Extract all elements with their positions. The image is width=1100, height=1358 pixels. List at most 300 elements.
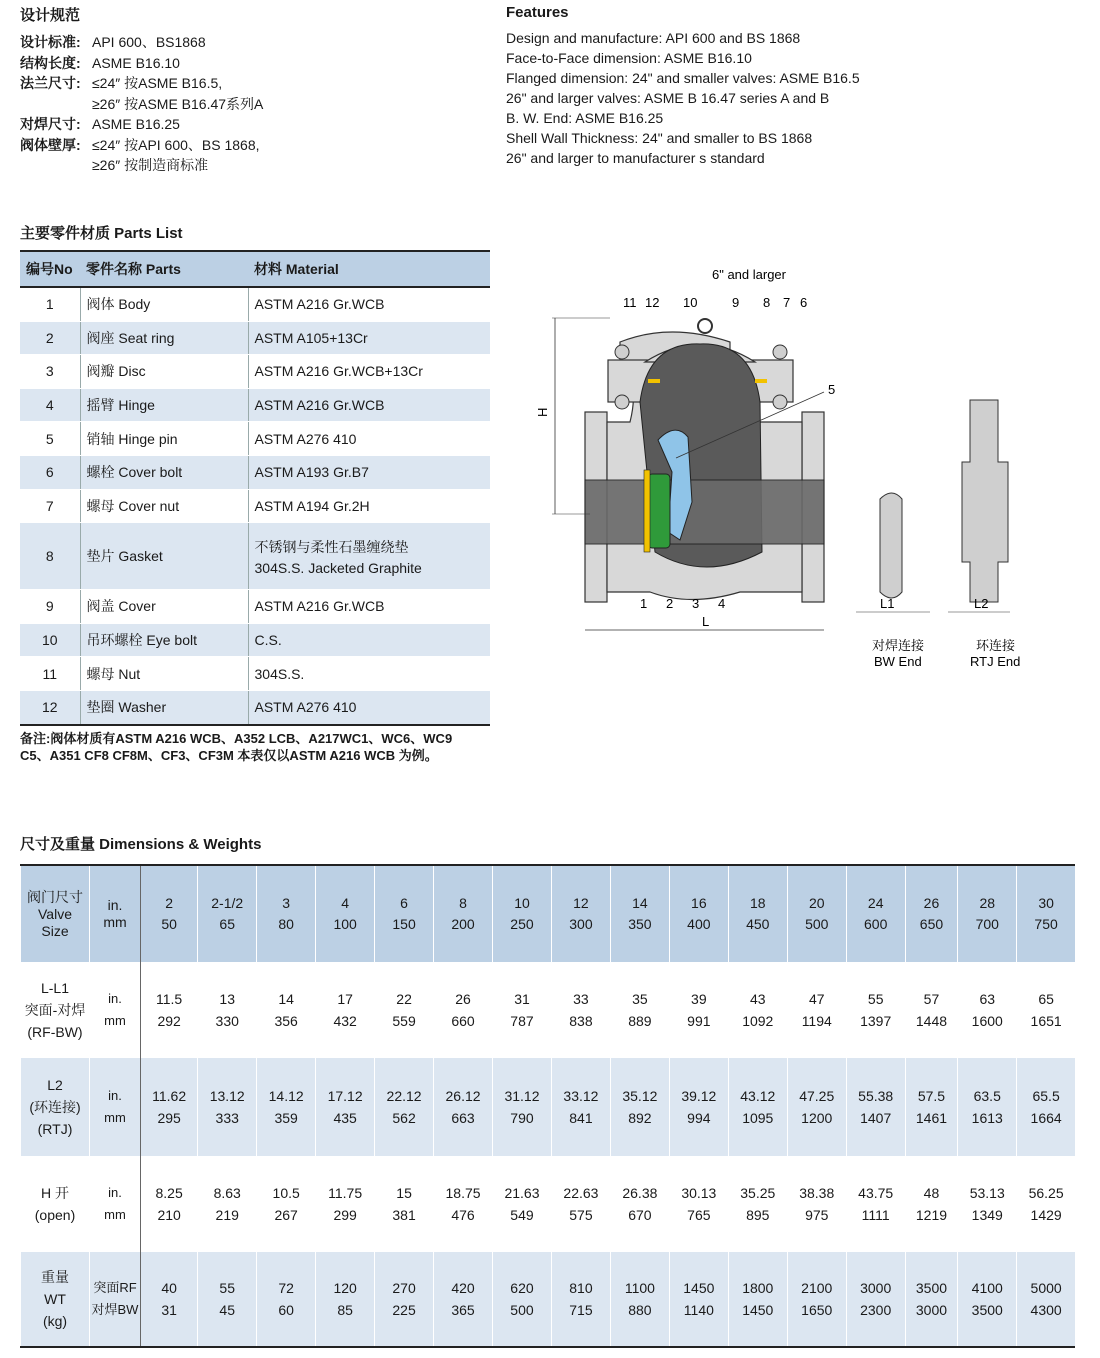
cell-value: 35: [632, 991, 648, 1007]
bw-end-en: BW End: [874, 654, 922, 669]
cell-value: 8.63: [213, 1185, 241, 1201]
dim-l-label: L: [702, 614, 710, 629]
cell-value: 13: [219, 991, 235, 1007]
cell-value: 3000: [915, 1302, 948, 1318]
cell-value: 11.5: [156, 991, 183, 1007]
cell-value: 575: [569, 1207, 593, 1223]
unit-text: in.: [108, 1185, 122, 1200]
cell-value: 43.12: [740, 1088, 776, 1104]
cell-value: 500: [510, 1302, 534, 1318]
part-no: 7: [20, 489, 80, 523]
spec-label: 设计标准:: [20, 34, 81, 50]
size-in: 26: [923, 895, 940, 911]
table-cell: [728, 1252, 787, 1347]
cell-value: 562: [392, 1110, 416, 1126]
cell-value: 30.13: [681, 1185, 717, 1201]
size-mm: 150: [392, 916, 416, 932]
callout-label: 7: [783, 295, 791, 310]
size-column-header: [905, 865, 958, 962]
cell-value: 63: [979, 991, 996, 1007]
cell-value: 660: [451, 1013, 475, 1029]
row-unit: [90, 962, 141, 1058]
cell-value: 63.5: [973, 1088, 1001, 1104]
cell-value: 991: [687, 1013, 711, 1029]
size-in: 8: [459, 895, 467, 911]
part-material: 304S.S.: [248, 657, 490, 691]
part-name: 垫片 Gasket: [80, 523, 248, 590]
table-cell: [316, 1156, 375, 1252]
row-label-text: (open): [34, 1207, 76, 1223]
features-title: Features: [506, 4, 569, 21]
table-cell: [787, 1058, 846, 1156]
table-cell: [958, 962, 1017, 1058]
part-material: ASTM A216 Gr.WCB: [248, 590, 490, 624]
cell-value: 895: [746, 1207, 770, 1223]
cell-value: 365: [451, 1302, 475, 1318]
part-no: 11: [20, 657, 80, 691]
row-label-text: H 开: [41, 1185, 69, 1201]
table-row: [20, 287, 490, 321]
part-no: 2: [20, 321, 80, 355]
part-material: ASTM A216 Gr.WCB: [248, 287, 490, 321]
header-text: 阀门尺寸: [27, 888, 83, 905]
cell-value: 21.63: [504, 1185, 540, 1201]
table-row: [20, 623, 490, 657]
cell-value: 26.38: [622, 1185, 658, 1201]
table-row: [20, 690, 490, 724]
callout-label: 4: [718, 596, 726, 611]
cell-value: 1194: [801, 1013, 832, 1029]
cell-value: 994: [687, 1110, 711, 1126]
table-cell: [551, 1156, 610, 1252]
table-row: [21, 1252, 1076, 1347]
table-cell: [669, 1156, 728, 1252]
cell-value: 120: [333, 1280, 357, 1296]
cell-value: 31.12: [504, 1088, 540, 1104]
feature-line: Shell Wall Thickness: 24" and smaller to BS 1868: [506, 130, 813, 146]
table-cell: [1017, 962, 1075, 1058]
size-column-header: [551, 865, 610, 962]
row-label-text: (环连接): [29, 1099, 81, 1115]
table-row: [21, 1156, 1076, 1252]
dim-l2-label: L2: [974, 596, 989, 611]
table-cell: [493, 1156, 552, 1252]
cell-value: 1200: [801, 1110, 833, 1126]
table-cell: [493, 962, 552, 1058]
table-cell: [198, 1156, 257, 1252]
table-cell: [141, 962, 198, 1058]
cell-value: 1140: [683, 1302, 714, 1318]
valve-drawing: [530, 262, 1060, 682]
cell-value: 55: [219, 1280, 235, 1296]
cell-value: 1219: [915, 1207, 948, 1223]
cell-value: 14: [278, 991, 294, 1007]
cell-value: 1613: [971, 1110, 1003, 1126]
table-cell: [551, 1252, 610, 1347]
spec-line: [20, 32, 263, 53]
table-cell: [905, 1156, 958, 1252]
cell-value: 715: [569, 1302, 593, 1318]
cell-value: 43: [750, 991, 766, 1007]
size-in: 12: [573, 895, 589, 911]
cell-value: 57.5: [917, 1088, 946, 1104]
feature-line: 26" and larger to manufacturer s standard: [506, 150, 765, 166]
table-row: [20, 455, 490, 489]
table-row: [20, 422, 490, 456]
spec-value: ASME B16.10: [92, 54, 180, 71]
cell-value: 889: [628, 1013, 652, 1029]
cell-value: 47.25: [799, 1088, 835, 1104]
size-in: 4: [341, 895, 350, 911]
feature-line: Flanged dimension: 24" and smaller valves: ASME B16.5: [506, 70, 860, 86]
table-cell: [669, 962, 728, 1058]
part-material: ASTM A105+13Cr: [248, 321, 490, 355]
cell-value: 14.12: [268, 1088, 304, 1104]
dimensions-table: [20, 864, 1075, 1348]
table-cell: [958, 1252, 1017, 1347]
cell-value: 1450: [742, 1302, 774, 1318]
table-cell: [434, 1058, 493, 1156]
row-label: [21, 1252, 90, 1347]
cell-value: 65: [1038, 991, 1054, 1007]
cell-value: 17.12: [327, 1088, 363, 1104]
cell-value: 85: [337, 1302, 353, 1318]
unit-text: mm: [104, 1013, 126, 1028]
rtj-end-en: RTJ End: [970, 654, 1021, 669]
header-part: 零件名称 Parts: [80, 251, 248, 287]
part-name: 阀瓣 Disc: [80, 355, 248, 389]
row-label-text: WT: [44, 1291, 66, 1307]
cell-value: 359: [274, 1110, 298, 1126]
note-line: 备注:阀体材质有ASTM A216 WCB、A352 LCB、A217WC1、WC6、WC9: [20, 731, 453, 746]
cell-value: 35.12: [622, 1088, 658, 1104]
cell-value: 476: [451, 1207, 475, 1223]
table-cell: [141, 1156, 198, 1252]
part-name: 螺母 Cover nut: [80, 489, 248, 523]
part-name: 螺母 Nut: [80, 657, 248, 691]
spec-line: [20, 114, 263, 135]
cell-value: 31: [514, 991, 530, 1007]
cell-value: 1100: [624, 1280, 655, 1296]
dimensions-title: 尺寸及重量 Dimensions & Weights: [20, 836, 262, 853]
cell-value: 3500: [915, 1280, 948, 1296]
size-in: 16: [691, 895, 707, 911]
feature-line: Design and manufacture: API 600 and BS 1868: [506, 30, 801, 46]
part-material: ASTM A194 Gr.2H: [248, 489, 490, 523]
size-in: 18: [750, 895, 766, 911]
cell-value: 1407: [860, 1110, 892, 1126]
cell-value: 2100: [801, 1280, 833, 1296]
cell-value: 26.12: [445, 1088, 481, 1104]
table-row: [20, 489, 490, 523]
parts-table: [20, 250, 490, 726]
cell-value: 1448: [915, 1013, 948, 1029]
spec-label: [20, 155, 92, 176]
table-row: [20, 657, 490, 691]
cell-value: 40: [161, 1280, 177, 1296]
cell-value: 810: [569, 1280, 593, 1296]
table-cell: [434, 962, 493, 1058]
table-row: [21, 1058, 1076, 1156]
size-column-header: [375, 865, 434, 962]
callout-label: 12: [645, 295, 660, 310]
size-column-header: [669, 865, 728, 962]
table-cell: [257, 1058, 316, 1156]
cell-value: 2300: [860, 1302, 892, 1318]
part-name: 摇臂 Hinge: [80, 388, 248, 422]
table-row: [20, 355, 490, 389]
spec-label: 法兰尺寸:: [20, 75, 81, 91]
size-column-header: [787, 865, 846, 962]
cell-value: 295: [157, 1110, 181, 1126]
cell-value: 26: [455, 991, 471, 1007]
spec-value: ≥26″ 按制造商标准: [92, 157, 209, 173]
cell-value: 5000: [1030, 1280, 1062, 1296]
part-name: 销轴 Hinge pin: [80, 422, 248, 456]
spec-value: ASME B16.25: [92, 116, 180, 132]
size-column-header: [257, 865, 316, 962]
callout-label: 1: [640, 596, 648, 611]
callout-top-size: 6" and larger: [712, 267, 786, 282]
header-material: 材料 Material: [248, 251, 490, 287]
cell-value: 1461: [915, 1110, 948, 1126]
size-mm: 650: [919, 916, 944, 932]
cell-value: 1095: [742, 1110, 774, 1126]
row-label-text: L2: [47, 1077, 63, 1093]
cell-value: 620: [510, 1280, 534, 1296]
table-cell: [257, 1252, 316, 1347]
cell-value: 33: [573, 991, 589, 1007]
spec-label: [20, 94, 92, 115]
table-cell: [551, 1058, 610, 1156]
design-spec-title: 设计规范: [20, 7, 81, 24]
cell-value: 420: [451, 1280, 475, 1296]
header-text: Valve: [38, 905, 72, 922]
part-material: C.S.: [248, 623, 490, 657]
spec-label: 结构长度:: [20, 54, 81, 71]
cell-value: 3000: [860, 1280, 892, 1296]
table-cell: [610, 1058, 669, 1156]
part-no: 6: [20, 455, 80, 489]
unit-header: [90, 865, 141, 962]
size-in: 2: [165, 895, 174, 911]
callout-label: 11: [623, 295, 637, 310]
table-cell: [846, 1156, 905, 1252]
row-unit: [90, 1156, 141, 1252]
part-name: 阀盖 Cover: [80, 590, 248, 624]
cell-value: 787: [510, 1013, 534, 1029]
cell-value: 48: [923, 1185, 940, 1201]
table-row: [20, 523, 490, 590]
cell-value: 790: [510, 1110, 534, 1126]
cell-value: 39.12: [681, 1088, 717, 1104]
table-cell: [846, 962, 905, 1058]
table-cell: [257, 962, 316, 1058]
part-no: 3: [20, 355, 80, 389]
table-row: [20, 388, 490, 422]
table-cell: [493, 1058, 552, 1156]
table-cell: [728, 1058, 787, 1156]
callout-label: 5: [828, 382, 836, 397]
spec-line: [20, 135, 263, 156]
unit-text: 突面RF: [93, 1280, 137, 1295]
size-in: 30: [1038, 895, 1054, 911]
size-mm: 400: [687, 916, 711, 932]
cell-value: 210: [157, 1207, 181, 1223]
table-cell: [846, 1252, 905, 1347]
unit-text: in.: [108, 1088, 122, 1103]
table-cell: [375, 1252, 434, 1347]
size-in: 2-1/2: [211, 895, 244, 911]
table-cell: [198, 1058, 257, 1156]
row-label-text: L-L1: [40, 980, 70, 996]
unit-text: in.: [108, 991, 122, 1006]
size-mm: 700: [975, 916, 999, 932]
size-mm: 65: [219, 916, 235, 932]
feature-line: 26" and larger valves: ASME B 16.47 series A and B: [506, 90, 830, 106]
table-cell: [787, 1252, 846, 1347]
parts-list-title: 主要零件材质 Parts List: [20, 225, 183, 242]
size-mm: 600: [864, 916, 888, 932]
cell-value: 670: [628, 1207, 652, 1223]
spec-line: [20, 73, 263, 94]
feature-line: Face-to-Face dimension: ASME B16.10: [506, 50, 752, 66]
cell-value: 559: [392, 1013, 416, 1029]
cell-value: 55.38: [858, 1088, 894, 1104]
cell-value: 11.75: [328, 1185, 363, 1201]
cell-value: 4300: [1030, 1302, 1062, 1318]
part-material-line: 304S.S. Jacketed Graphite: [254, 559, 422, 576]
row-label-text: (kg): [42, 1313, 68, 1329]
callout-label: 9: [732, 295, 740, 310]
part-name: 阀体 Body: [80, 287, 248, 321]
cell-value: 1397: [860, 1013, 892, 1029]
cell-value: 17: [337, 991, 353, 1007]
cell-value: 45: [219, 1302, 235, 1318]
cell-value: 1429: [1030, 1207, 1062, 1223]
part-no: 4: [20, 388, 80, 422]
cell-value: 330: [215, 1013, 239, 1029]
callout-label: 8: [763, 295, 771, 310]
cell-value: 765: [687, 1207, 711, 1223]
size-mm: 50: [161, 916, 177, 932]
cell-value: 22.12: [386, 1088, 422, 1104]
table-cell: [728, 962, 787, 1058]
size-column-header: [493, 865, 552, 962]
spec-line: [20, 53, 263, 74]
part-name: 阀座 Seat ring: [80, 321, 248, 355]
size-column-header: [728, 865, 787, 962]
cell-value: 22.63: [563, 1185, 599, 1201]
table-cell: [375, 962, 434, 1058]
spec-value: API 600、BS1868: [92, 34, 206, 50]
cell-value: 1651: [1030, 1013, 1062, 1029]
part-material-line: 不锈钢与柔性石墨缠绕垫: [254, 538, 409, 555]
cell-value: 299: [333, 1207, 357, 1223]
row-label-text: 重量: [41, 1269, 69, 1285]
part-name: 螺栓 Cover bolt: [80, 455, 248, 489]
size-mm: 450: [746, 916, 770, 932]
table-cell: [493, 1252, 552, 1347]
cell-value: 1600: [971, 1013, 1003, 1029]
bw-end-cn: 对焊连接: [872, 638, 925, 653]
dim-h-label: H: [535, 407, 550, 417]
cell-value: 1092: [742, 1013, 774, 1029]
callout-label: 6: [800, 295, 808, 310]
unit-text: mm: [104, 1110, 126, 1125]
row-unit: [90, 1252, 141, 1347]
size-column-header: [1017, 865, 1075, 962]
table-cell: [375, 1156, 434, 1252]
size-mm: 250: [510, 916, 534, 932]
size-column-header: [846, 865, 905, 962]
part-material: ASTM A216 Gr.WCB+13Cr: [248, 355, 490, 389]
table-cell: [141, 1058, 198, 1156]
table-row: [20, 590, 490, 624]
table-cell: [316, 1058, 375, 1156]
part-material: ASTM A193 Gr.B7: [248, 455, 490, 489]
cell-value: 38.38: [799, 1185, 835, 1201]
cell-value: 56.25: [1028, 1185, 1064, 1201]
table-cell: [551, 962, 610, 1058]
size-column-header: [610, 865, 669, 962]
cell-value: 10.5: [272, 1185, 300, 1201]
row-label-text: (RF-BW): [27, 1024, 83, 1040]
table-cell: [316, 962, 375, 1058]
cell-value: 33.12: [563, 1088, 599, 1104]
rtj-end-cn: 环连接: [976, 638, 1016, 653]
table-cell: [434, 1252, 493, 1347]
cell-value: 53.13: [969, 1185, 1005, 1201]
cell-value: 663: [451, 1110, 475, 1126]
features-section: [506, 4, 860, 168]
part-material: ASTM A216 Gr.WCB: [248, 388, 490, 422]
part-no: 9: [20, 590, 80, 624]
size-mm: 300: [569, 916, 593, 932]
size-in: 3: [282, 895, 291, 911]
cell-value: 432: [333, 1013, 357, 1029]
cell-value: 57: [923, 991, 940, 1007]
table-cell: [958, 1156, 1017, 1252]
size-in: 6: [400, 895, 408, 911]
spec-value: ≤24″ 按ASME B16.5,: [92, 75, 223, 91]
spec-value: ≤24″ 按API 600、BS 1868,: [92, 136, 260, 153]
cell-value: 60: [278, 1302, 294, 1318]
size-mm: 350: [628, 916, 652, 932]
row-label: [21, 1156, 90, 1252]
spec-line: [20, 155, 263, 176]
callout-label: 10: [683, 295, 698, 310]
part-name: 垫圈 Washer: [80, 690, 248, 724]
cell-value: 43.75: [858, 1185, 894, 1201]
cell-value: 72: [278, 1280, 294, 1296]
callout-label: 3: [692, 596, 700, 611]
callout-label: 2: [666, 596, 674, 611]
row-label: [21, 1058, 90, 1156]
size-column-header: [141, 865, 198, 962]
spec-label: 阀体壁厚:: [20, 136, 81, 153]
table-cell: [257, 1156, 316, 1252]
dimensions-header-row: [21, 865, 1076, 962]
size-mm: 200: [451, 916, 475, 932]
cell-value: 270: [392, 1280, 416, 1296]
size-in: 14: [632, 895, 648, 911]
material-note: [20, 730, 452, 764]
table-cell: [610, 1156, 669, 1252]
size-in: 10: [514, 895, 530, 911]
spec-value: ≥26″ 按ASME B16.47系列A: [92, 95, 264, 112]
cell-value: 11.62: [152, 1088, 187, 1104]
